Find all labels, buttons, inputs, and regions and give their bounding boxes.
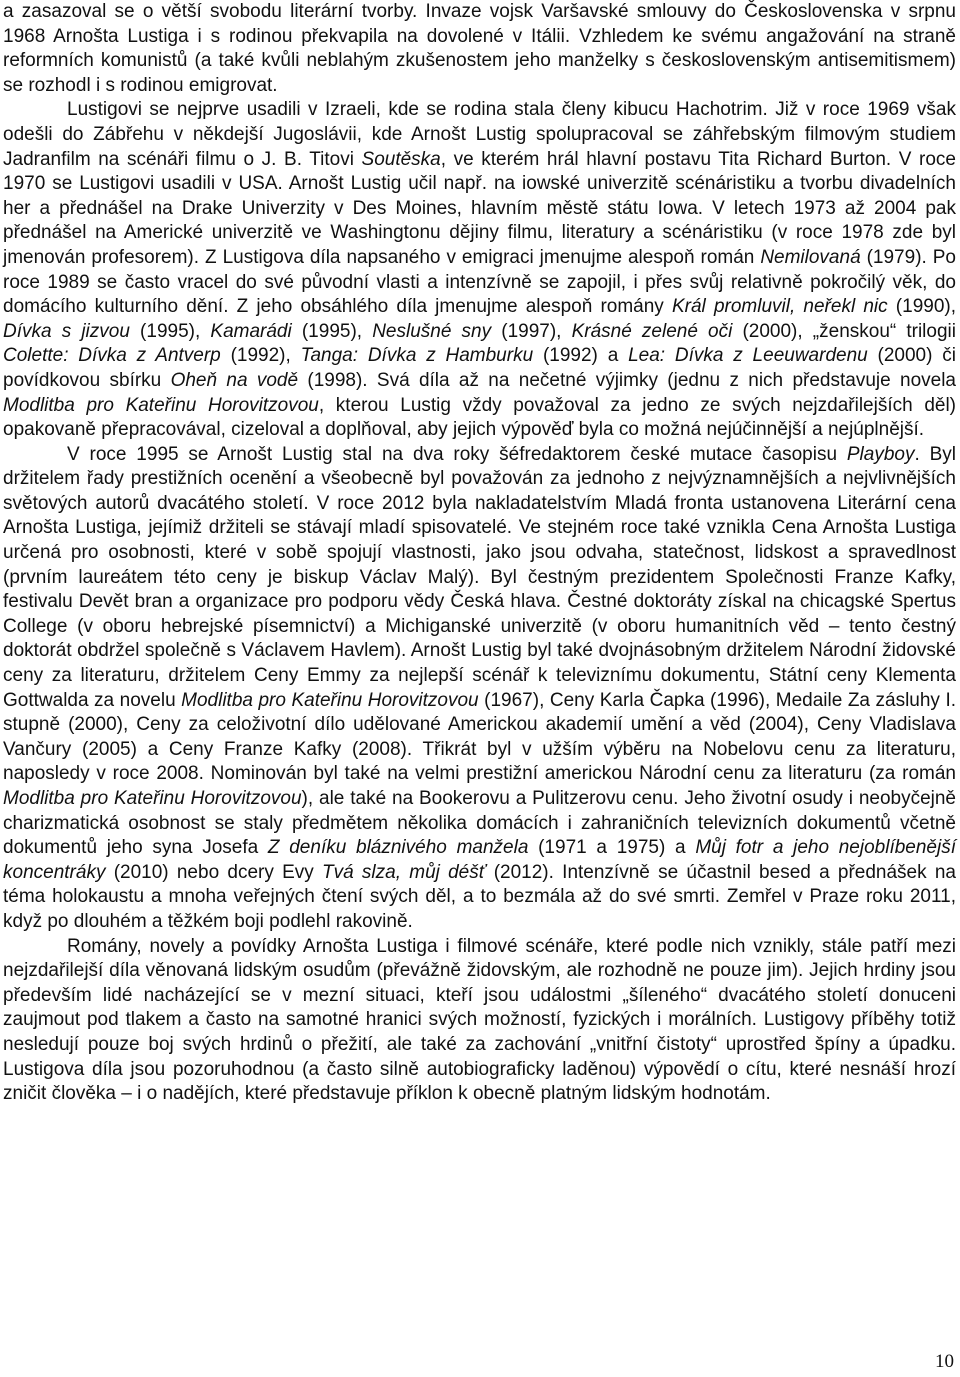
text-run: (1990), — [887, 296, 956, 318]
italic-title: Kamarádi — [210, 320, 292, 342]
text-run: (2010) nebo dcery Evy — [105, 861, 323, 883]
text-run: (1967), Ceny Karla Čapka (1996), Medaile Za zásluhy I. stupně (2000), Ceny za celoživotní dílo udělované Americkou akademií umění a věd (2004), Ceny Vladislava Vančury (2005) a Ceny Franze Kafky (2008). Třikrát byl v užším výběru na Nobelovu cenu za literaturu, naposledy v roce 2008. Nominován byl také na velmi prestižní americkou Národní cenu za literaturu (za román — [3, 689, 957, 785]
text-run: a zasazoval se o větší svobodu literární tvorby. Invaze vojsk Varšavské smlouvy do Československa v srpnu 1968 Arnošta Lustiga i s rodinou překvapila na dovolené v Itálii. Vzhledem ke svému angažování na straně reformních komunistů (a také kvůli neblahým zkušenostem jeho manželky s československým antisemitismem) se rozhodl i s rodinou emigrovat. — [3, 1, 956, 96]
text-run: (1997), — [491, 320, 572, 342]
text-run: . Byl držitelem řady prestižních ocenění a všeobecně byl považován za jednoho z nejvýznamnějších a nejvlivnějších světových autorů dvacátého století. V roce 2012 byla nakladatelstvím Mladá fronta ustanovena Literární cena Arnošta Lustiga, jejímiž držiteli se stávají mladí spisovatelé. Ve stejném roce také vznikla Cena Arnošta Lustiga určená pro osobnosti, které v sobě spojují vlastnosti, jako jsou odvaha, statečnost, lidskost a spravedlnost (prvním laureátem této ceny je biskup Václav Malý). Byl čestným prezidentem Společnosti Franze Kafky, festivalu Devět bran a organizace pro podporu vědy Česká hlava. Čestné doktoráty získal na chicagské Spertus College (v oboru hebrejské písemnictví) a Michiganské univerzitě (v oboru humanitních věd – tento čestný doktorát obdržel společně s Václavem Havlem). Arnošt Lustig byl také dvojnásobným držitelem Národní židovské ceny za literaturu, držitelem Ceny Emmy za nejlepší scénář k televiznímu dokumentu, Státní ceny Klementa Gottwalda za novelu — [3, 443, 956, 711]
page-number: 10 — [935, 1351, 954, 1372]
text-run: (1971 a 1975) a — [528, 837, 696, 859]
text-run: ), ale také na Bookerovu a Pulitzerovu cenu. Jeho životní osudy i neobyčejně charizmatická osobnost se staly předmětem několika domácích i zahraničních televizních dokumentů včetně dokumentů jeho syna Josefa — [3, 788, 957, 859]
italic-title: Modlitba pro Kateřinu Horovitzovou — [181, 689, 479, 711]
text-run: , ve kterém hrál hlavní postavu Tita Richard Burton. V roce 1970 se Lustigovi usadili v USA. Arnošt Lustig učil např. na iowské univerzitě scénáristiku a tvorbu divadelních her a přednášel na Drake Univerzity v Des Moines, hlavním městě státu Iowa. V letech 1973 až 2004 pak přednášel na Americké univerzitě ve Washingtonu dějiny filmu, literatury a scénáristiku (v roce 1978 zde byl jmenován profesorem). Z Lustigova díla napsaného v emigraci jmenujme alespoň román — [3, 148, 956, 268]
text-run: (2000) či povídkovou sbírku — [3, 345, 956, 391]
text-run: , kterou Lustig vždy považoval za jedno ze svých nejzdařilejších děl) opakovaně přepracovával, cizeloval a doplňoval, aby jejich výpověď byla co možná nejúčinnější a nejúplnější. — [3, 394, 957, 441]
text-run: Lustigovi se nejprve usadili v Izraeli, kde se rodina stala členy kibucu Hachotrim. Již v roce 1969 však odešli do Zábřehu v někdejší Jugoslávii, kde Arnošt Lustig spolupracoval se záhřebským filmovým studiem Jadranfilm na scénáři filmu o J. B. Titovi — [3, 99, 956, 170]
paragraph-4 — [3, 935, 956, 1107]
text-run: (2012). Intenzívně se účastnil besed a přednášek na téma holokaustu a mnoha veřejných čtení svých děl, a to bezmála až do své smrti. Zemřel v Praze roku 2011, když po dlouhém a těžkém boji podlehl rakovině. — [3, 861, 956, 932]
paragraph-1 — [3, 0, 956, 98]
text-run: (1995), — [129, 320, 211, 342]
italic-title: Modlitba pro Kateřinu Horovitzovou — [3, 394, 319, 416]
italic-title: Colette: Dívka z Antverp — [3, 345, 221, 367]
text-run: Romány, novely a povídky Arnošta Lustiga i filmové scénáře, které podle nich vznikly, stále patří mezi nejzdařilejší díla věnovaná lidským osudům (převážně židovským, ale rozhodně ne pouze jim). Jejich hrdiny jsou především lidé nacházející se v mezní situaci, kteří jsou událostmi „šíleného“ dvacátého století donuceni zaujmout pod tlakem a často na samotné hranici svých možností, fyzických i morálních. Lustigovy příběhy totiž nesledují pouze boj svých hrdinů o přežití, ale také za zachování „vnitřní čistoty“ uprostřed špíny a úpadku. Lustigova díla jsou pozoruhodnou (a často silně autobiograficky laděnou) výpovědí o cítu, které nesnáší hrozí zničit člověka – i o nadějích, které představuje příklon k obecně platným lidským hodnotám. — [3, 935, 956, 1105]
text-run: (1995), — [291, 320, 373, 342]
italic-title: Tanga: Dívka z Hamburku — [300, 345, 534, 367]
italic-title: Playboy — [846, 443, 915, 465]
italic-title: Nemilovaná — [760, 246, 861, 268]
text-run: (1992) a — [533, 345, 629, 367]
italic-title: Krásné zelené oči — [571, 320, 733, 342]
italic-title: Dívka s jizvou — [3, 320, 130, 342]
italic-title: Neslušné sny — [372, 320, 492, 342]
text-run: V roce 1995 se Arnošt Lustig stal na dva roky šéfredaktorem české mutace časopisu — [67, 443, 847, 465]
italic-title: Král promluvil, neřekl nic — [671, 296, 888, 318]
document-page — [3, 0, 956, 1107]
italic-title: Tvá slza, můj déšť — [322, 861, 486, 883]
paragraph-2 — [3, 98, 956, 442]
italic-title: Z deníku bláznivého manžela — [267, 837, 529, 859]
italic-title: Soutěska — [361, 148, 441, 170]
italic-title: Lea: Dívka z Leeuwardenu — [628, 345, 868, 367]
text-run: (1979). Po roce 1989 se často vracel do své původní vlasti a intenzívně se zapojil, i přes svůj relativně pokročilý věk, do domácího kulturního dění. Z jeho obsáhlého díla jmenujme alespoň romány — [3, 246, 956, 318]
italic-title: Oheň na vodě — [170, 369, 299, 391]
italic-title: Modlitba pro Kateřinu Horovitzovou — [3, 788, 302, 809]
paragraph-3 — [3, 443, 956, 935]
text-run: (1992), — [220, 345, 301, 367]
italic-title: Můj fotr a jeho nejoblíbenější koncentráky — [3, 837, 956, 883]
text-run: (2000), „ženskou“ trilogii — [732, 320, 956, 342]
text-run: (1998). Svá díla až na nečetné výjimky (jednu z nich představuje novela — [298, 369, 956, 391]
